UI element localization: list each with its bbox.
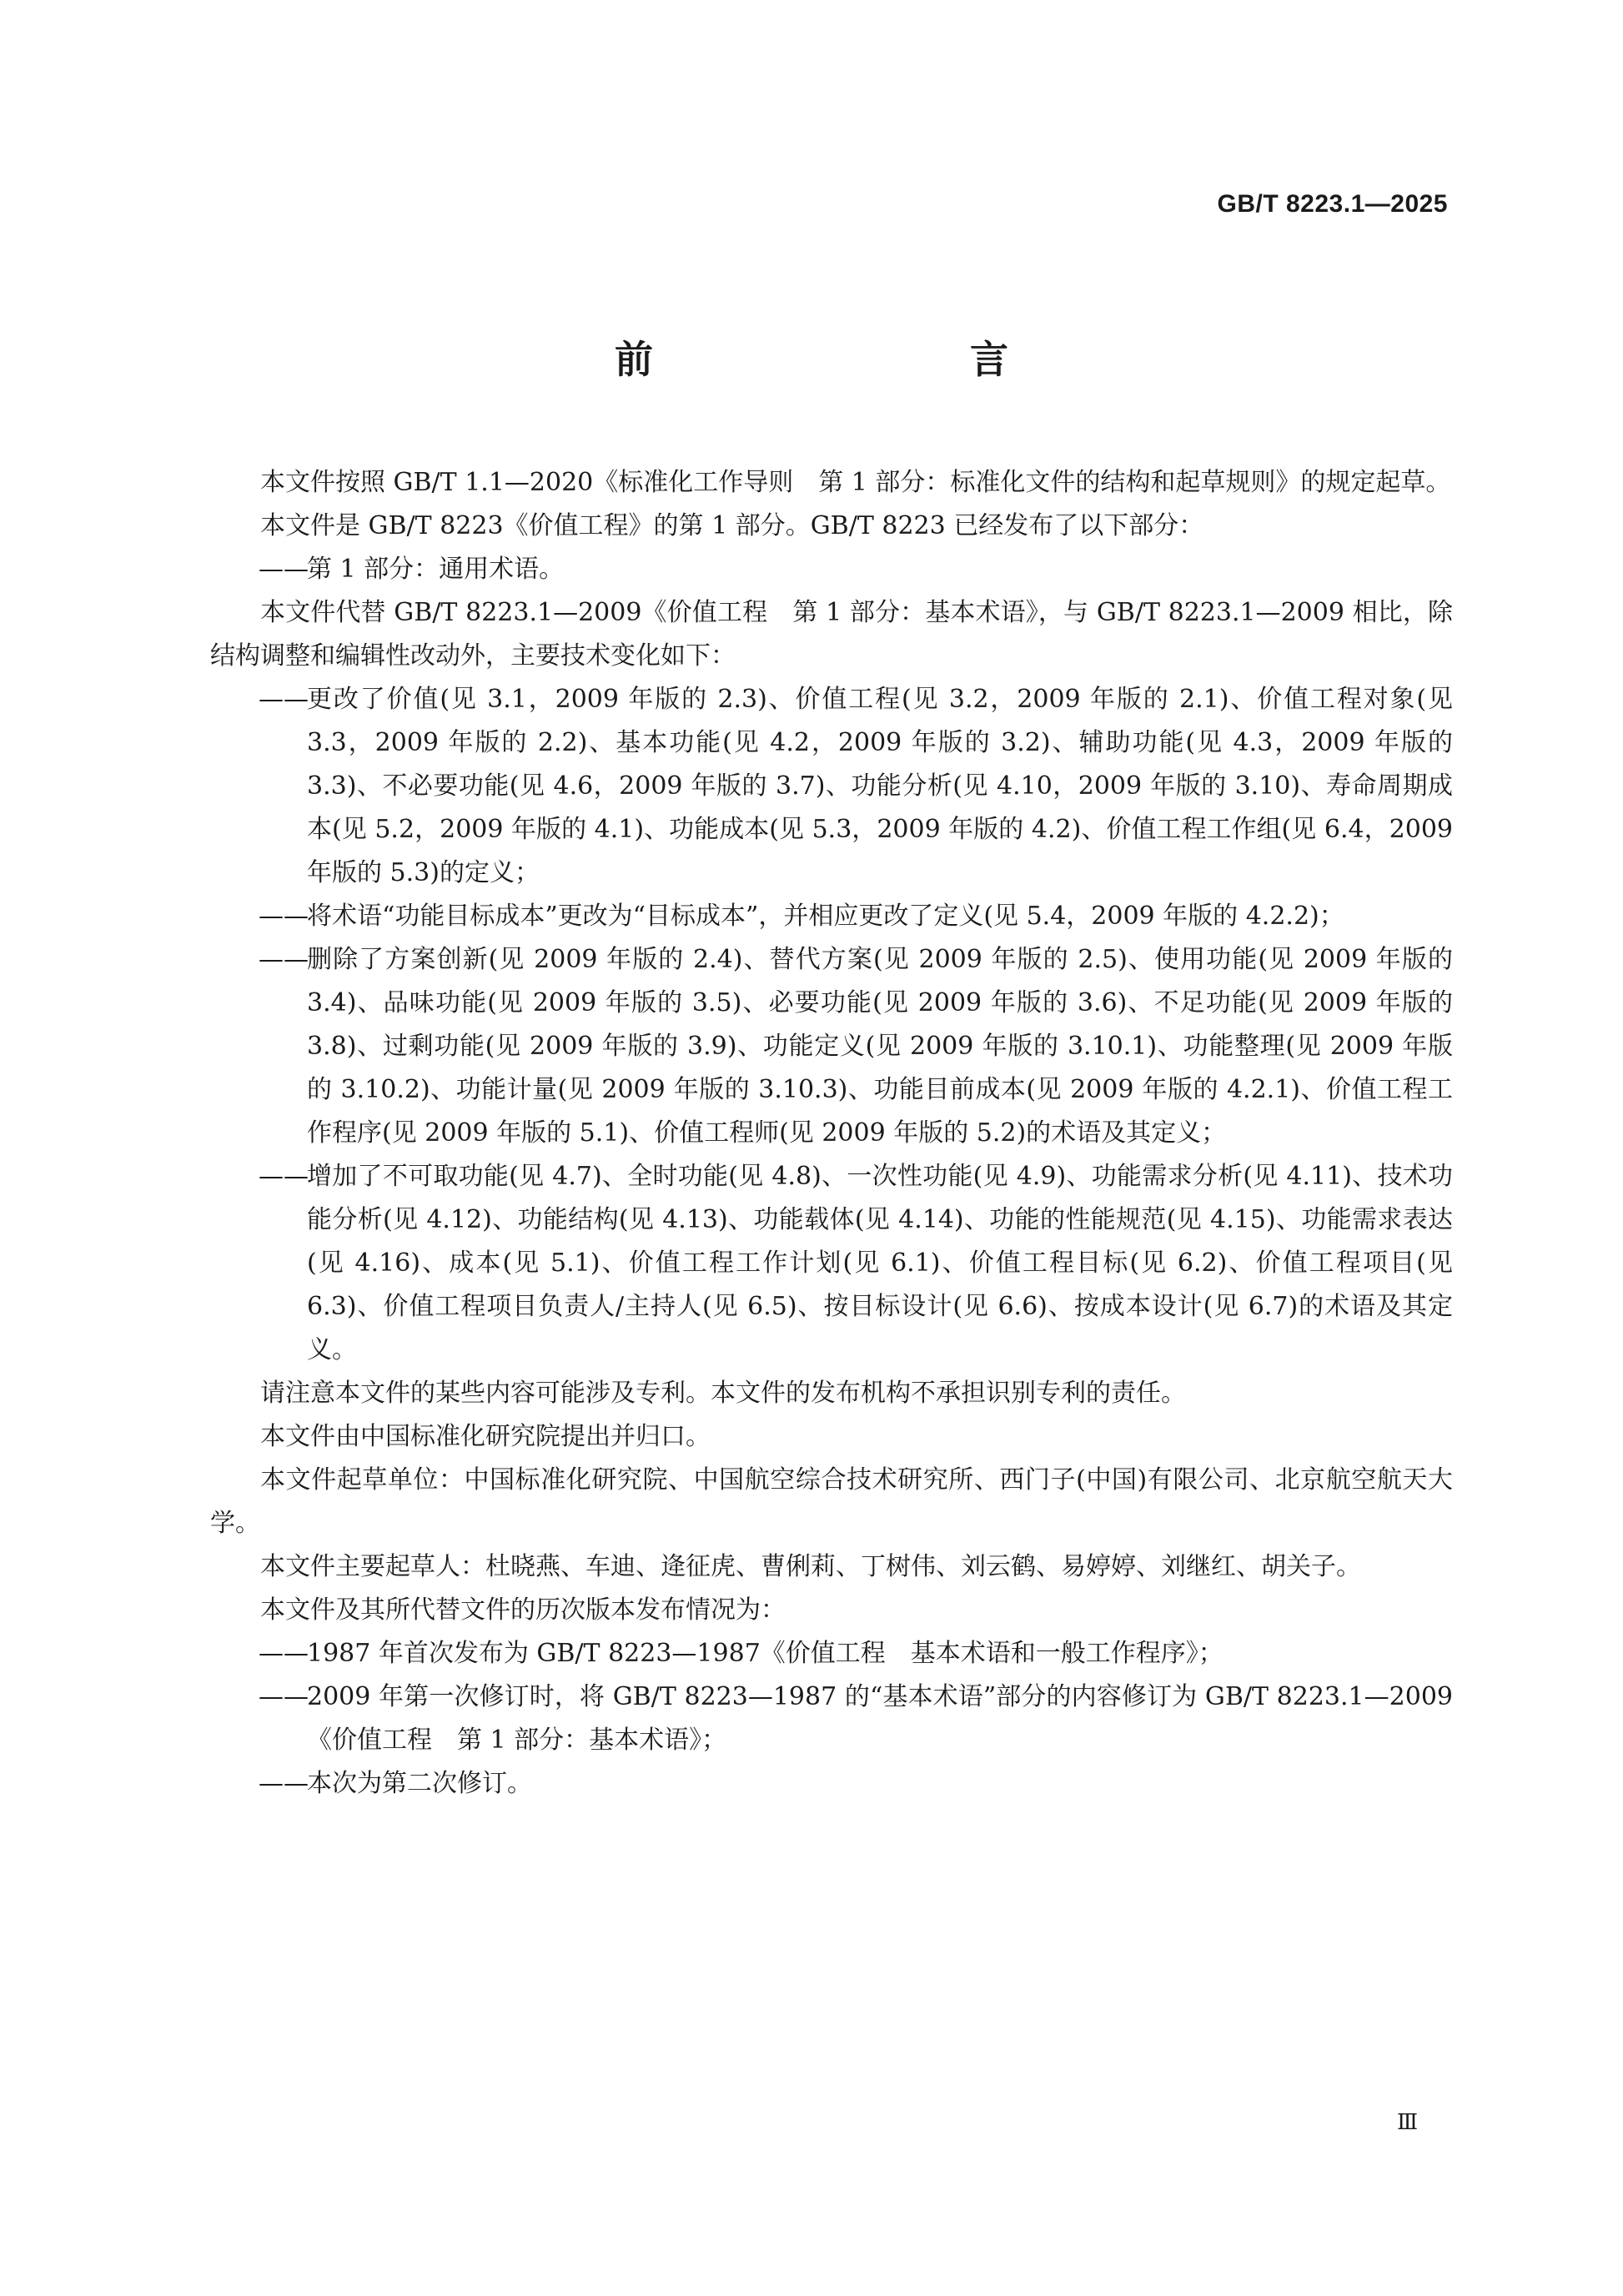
paragraph-drafting-rules: 本文件按照 GB/T 1.1—2020《标准化工作导则 第 1 部分：标准化文件的结构和起草规则》的规定起草。 (260, 468, 1451, 497)
paragraph-part-of-series: 本文件是 GB/T 8223《价值工程》的第 1 部分。GB/T 8223 已经发布了以下部分： (260, 511, 1204, 540)
dash-item-deleted-terms (210, 938, 1453, 1155)
dash-marker: —— (259, 1162, 309, 1191)
paragraph-drafters: 本文件主要起草人：杜晓燕、车迪、逄征虎、曹俐莉、丁树伟、刘云鹤、易婷婷、刘继红、胡关子。 (260, 1552, 1361, 1581)
dash-marker: —— (259, 555, 309, 584)
dash-item-renamed-term (210, 895, 1453, 938)
dash-marker: —— (259, 1639, 309, 1668)
dash-marker: —— (259, 945, 309, 974)
dash-item-history-1987 (210, 1632, 1453, 1676)
dash-marker: —— (259, 1682, 309, 1711)
dash-item-text: 更改了价值(见 3.1，2009 年版的 2.3)、价值工程(见 3.2，2009 年版的 2.1)、价值工程对象(见 3.3，2009 年版的 2.2)、基本功能(见 4.2，2009 年版的 3.2)、辅助功能(见 4.3，2009 年版的3.3)、不必要功能(见 4.6，2009 年版的 3.7)、功能分析(见 4.10，2009 年版的 3.10)、寿命周期成本(见 5.2，2009 年版的 4.1)、功能成本(见 5.3，2009 年版的 4.2)、价值工程工作组(见 6.4，2009 年版的 5.3)的定义； (307, 685, 1453, 887)
paragraph-version-history: 本文件及其所代替文件的历次版本发布情况为： (260, 1595, 786, 1625)
dash-item-changed-definitions (210, 678, 1453, 895)
dash-item-text: 将术语“功能目标成本”更改为“目标成本”，并相应更改了定义(见 5.4，2009 年版的 4.2.2)； (307, 902, 1344, 931)
dash-item-history-current (210, 1762, 1453, 1806)
paragraph-replaces: 本文件代替 GB/T 8223.1—2009《价值工程 第 1 部分：基本术语》，与 GB/T 8223.1—2009 相比，除结构调整和编辑性改动外，主要技术变化如下： (210, 598, 1453, 671)
dash-item-history-2009 (210, 1676, 1453, 1762)
dash-marker: —— (259, 902, 309, 931)
dash-marker: —— (259, 685, 309, 714)
dash-item-text: 删除了方案创新(见 2009 年版的 2.4)、替代方案(见 2009 年版的 2.5)、使用功能(见 2009 年版的 3.4)、品味功能(见 2009 年版的 3.5)、必要功能(见 2009 年版的 3.6)、不足功能(见 2009 年版的 3.8)、过剩功能(见 2009 年版的 3.9)、功能定义(见 2009 年版的 3.10.1)、功能整理(见 2009 年版的 3.10.2)、功能计量(见 2009 年版的 3.10.3)、功能目前成本(见 2009 年版的 4.2.1)、价值工程工作程序(见 2009 年版的 5.1)、价值工程师(见 2009 年版的 5.2)的术语及其定义； (307, 945, 1453, 1148)
dash-item-text: 第 1 部分：通用术语。 (307, 555, 565, 584)
paragraph-patent-notice: 请注意本文件的某些内容可能涉及专利。本文件的发布机构不承担识别专利的责任。 (260, 1379, 1186, 1408)
dash-item-text: 增加了不可取功能(见 4.7)、全时功能(见 4.8)、一次性功能(见 4.9)、功能需求分析(见 4.11)、技术功能分析(见 4.12)、功能结构(见 4.13)、功能载体(见 4.14)、功能的性能规范(见 4.15)、功能需求表达(见 4.16)、成本(见 5.1)、价值工程工作计划(见 6.1)、价值工程目标(见 6.2)、价值工程项目(见 6.3)、价值工程项目负责人/主持人(见 6.5)、按目标设计(见 6.6)、按成本设计(见 6.7)的术语及其定义。 (307, 1162, 1453, 1364)
dash-marker: —— (259, 1769, 309, 1798)
paragraph-proposed-by: 本文件由中国标准化研究院提出并归口。 (260, 1422, 711, 1451)
standard-code-header: GB/T 8223.1—2025 (1217, 190, 1448, 218)
foreword-body (210, 461, 1453, 1806)
page-title: 前 言 (615, 337, 1088, 382)
paragraph-drafting-organizations: 本文件起草单位：中国标准化研究院、中国航空综合技术研究所、西门子(中国)有限公司、北京航空航天大学。 (210, 1465, 1453, 1538)
dash-item-text: 本次为第二次修订。 (307, 1769, 532, 1798)
dash-item-text: 1987 年首次发布为 GB/T 8223—1987《价值工程 基本术语和一般工作程序》； (307, 1639, 1224, 1668)
dash-item-added-terms (210, 1155, 1453, 1372)
page-number: Ⅲ (1397, 2110, 1418, 2135)
dash-item-part-1 (210, 548, 1453, 591)
dash-item-text: 2009 年第一次修订时，将 GB/T 8223—1987 的“基本术语”部分的内容修订为 GB/T 8223.1—2009《价值工程 第 1 部分：基本术语》； (307, 1682, 1453, 1755)
